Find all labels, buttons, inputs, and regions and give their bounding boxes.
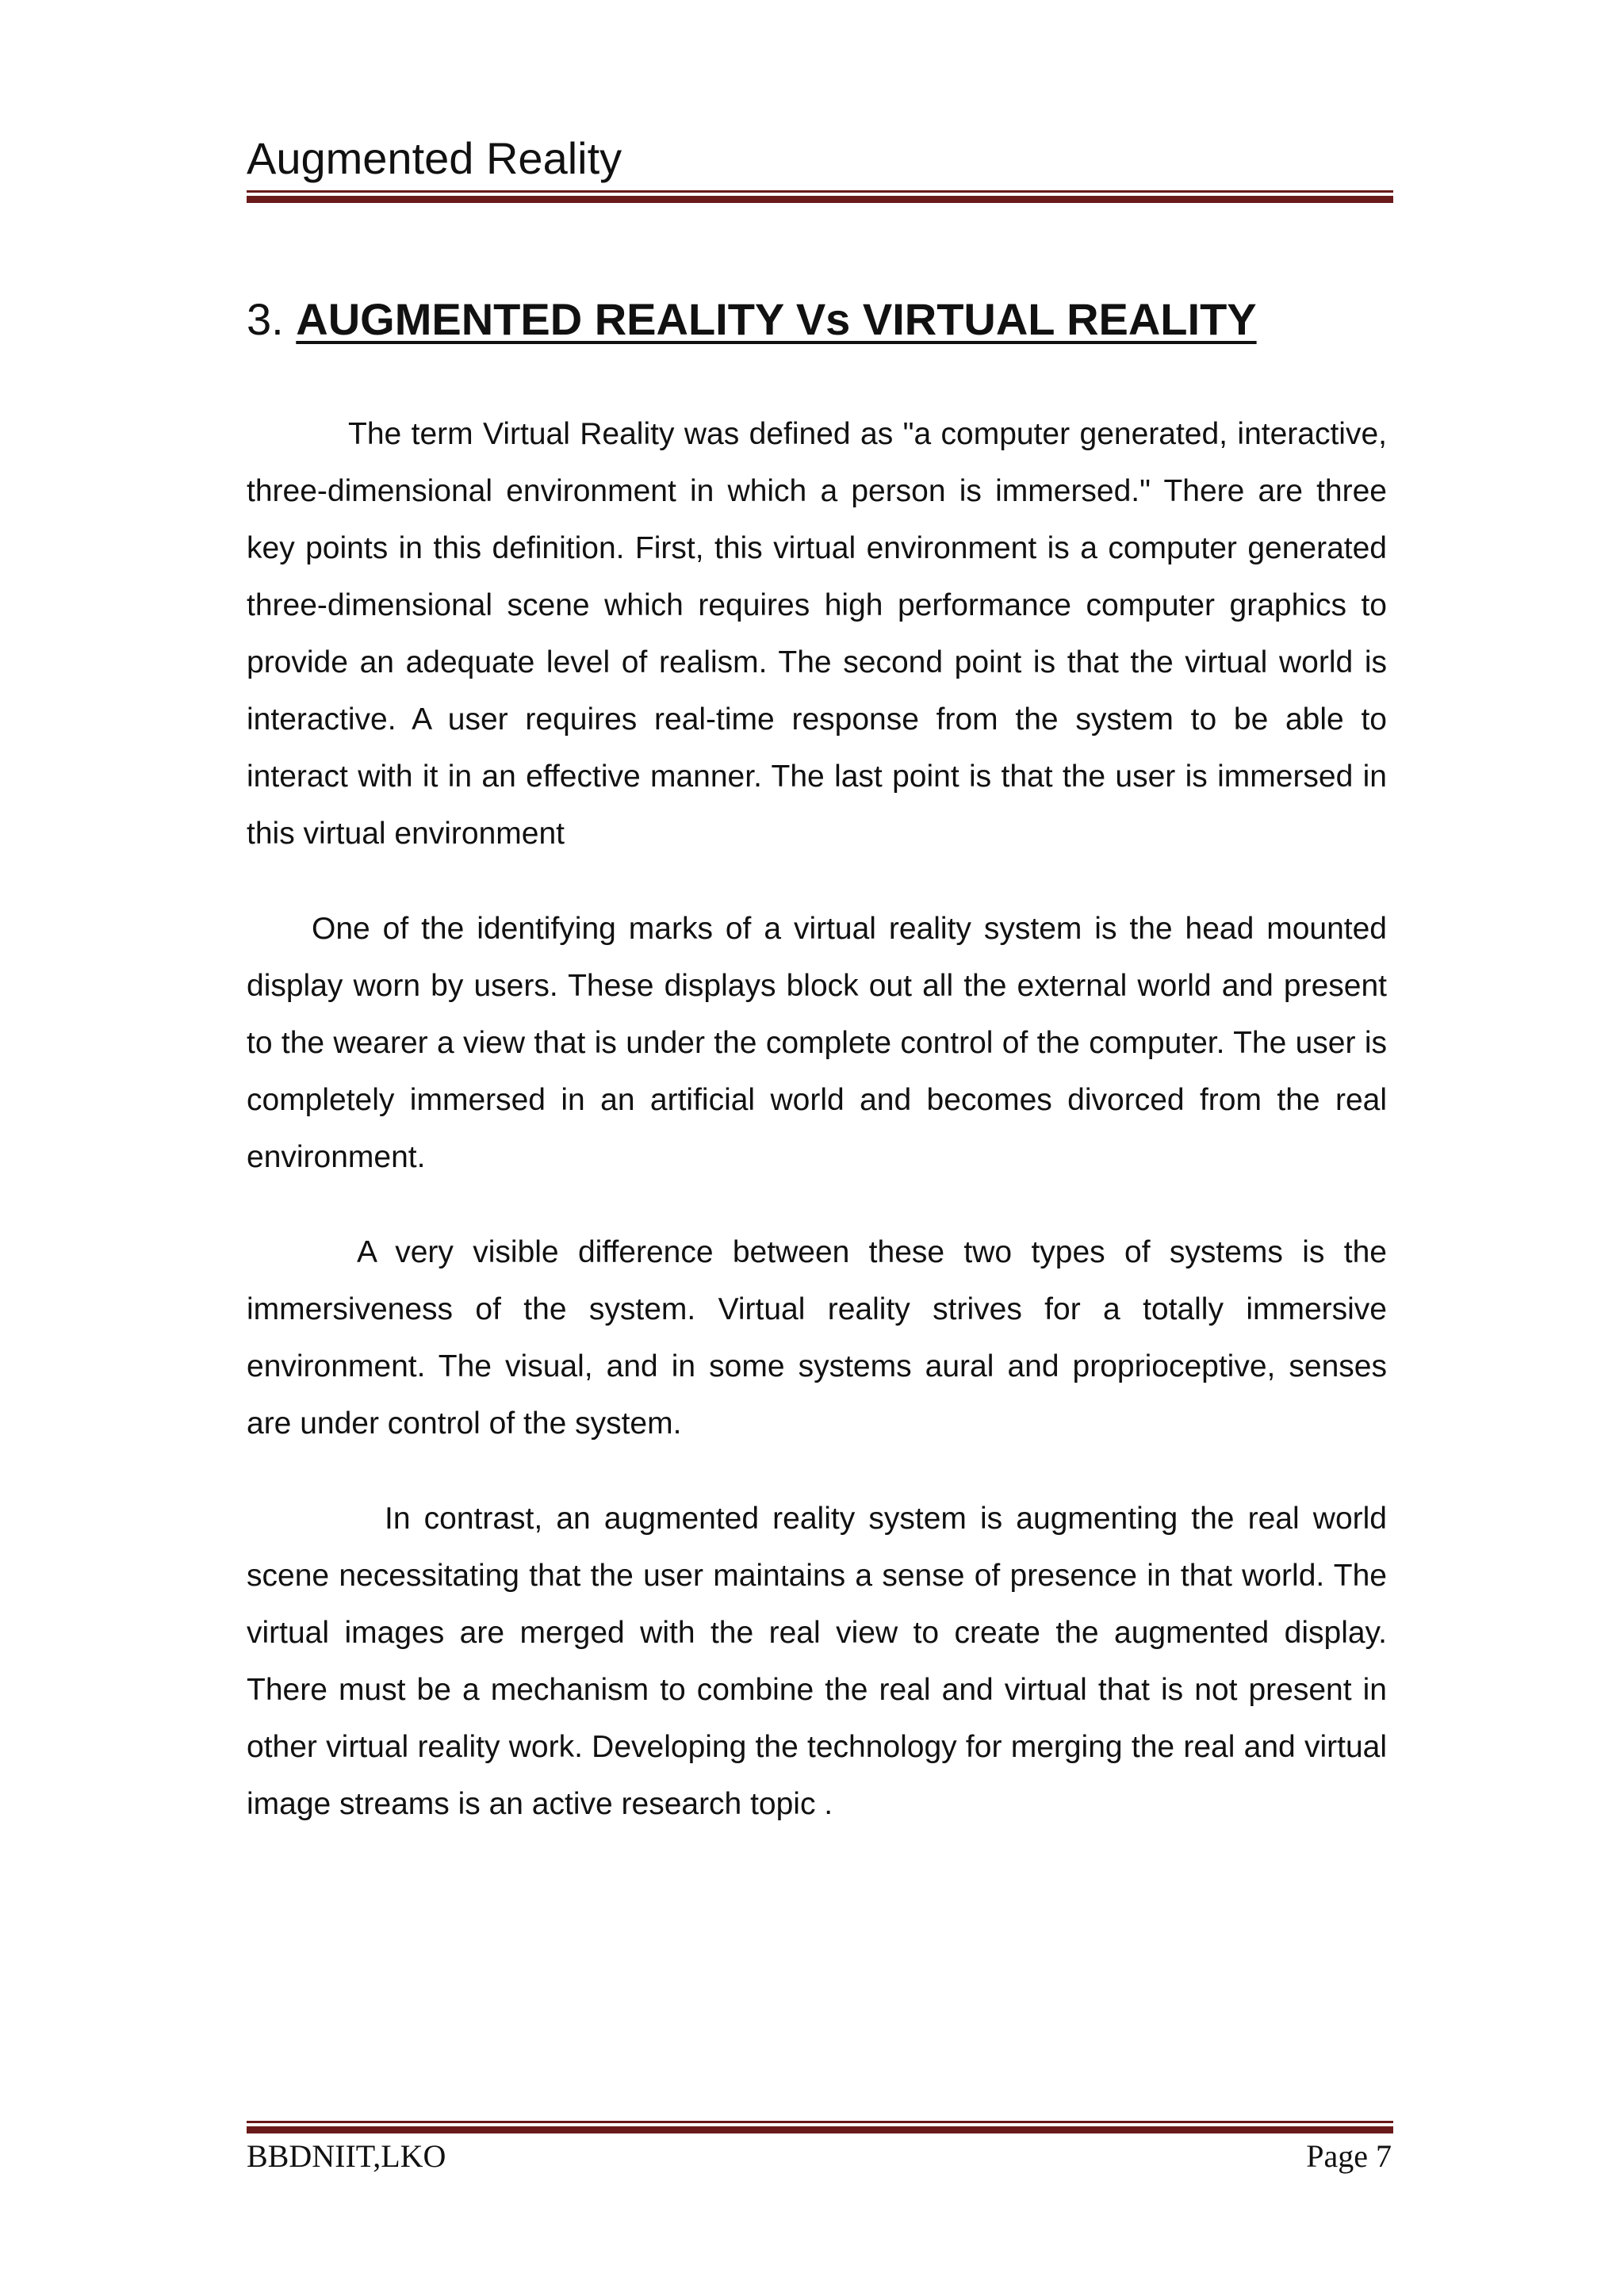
paragraph-2: One of the identifying marks of a virtual reality system is the head mounted display worn by users. These displays block out all the external world and present to the wearer a view that is under the complete control of the computer. The user is completely immersed in an artificial world and becomes divorced from the real environment. xyxy=(247,912,1387,1174)
running-header-title: Augmented Reality xyxy=(247,133,622,183)
section-heading xyxy=(247,295,1257,344)
footer-institution: BBDNIIT,LKO xyxy=(247,2138,446,2174)
header-divider xyxy=(247,190,1393,203)
body-text xyxy=(247,406,1387,1871)
footer-page-number: Page 7 xyxy=(1306,2138,1392,2174)
paragraph-3: A very visible difference between these two types of systems is the immersiveness of the system. Virtual reality strives for a totally immersive environment. The visual, and in some systems aural and proprioceptive, senses are under control of the system. xyxy=(247,1235,1387,1441)
section-title: AUGMENTED REALITY Vs VIRTUAL REALITY xyxy=(296,294,1257,344)
footer-divider xyxy=(247,2121,1393,2133)
paragraph-4: In contrast, an augmented reality system is augmenting the real world scene necessitating that the user maintains a sense of presence in that world. The virtual images are merged with the real view to create the augmented display. There must be a mechanism to combine the real and virtual that is not present in other virtual reality work. Developing the technology for merging the real and virtual image streams is an active research topic . xyxy=(247,1502,1387,1821)
section-number: 3. xyxy=(247,294,284,344)
paragraph-1: The term Virtual Reality was defined as "a computer generated, interactive, three-dimensional environment in which a person is immersed." There are three key points in this definition. First, this virtual environment is a computer generated three-dimensional scene which requires high performance computer graphics to provide an adequate level of realism. The second point is that the virtual world is interactive. A user requires real-time response from the system to be able to interact with it in an effective manner. The last point is that the user is immersed in this virtual environment xyxy=(247,417,1387,851)
